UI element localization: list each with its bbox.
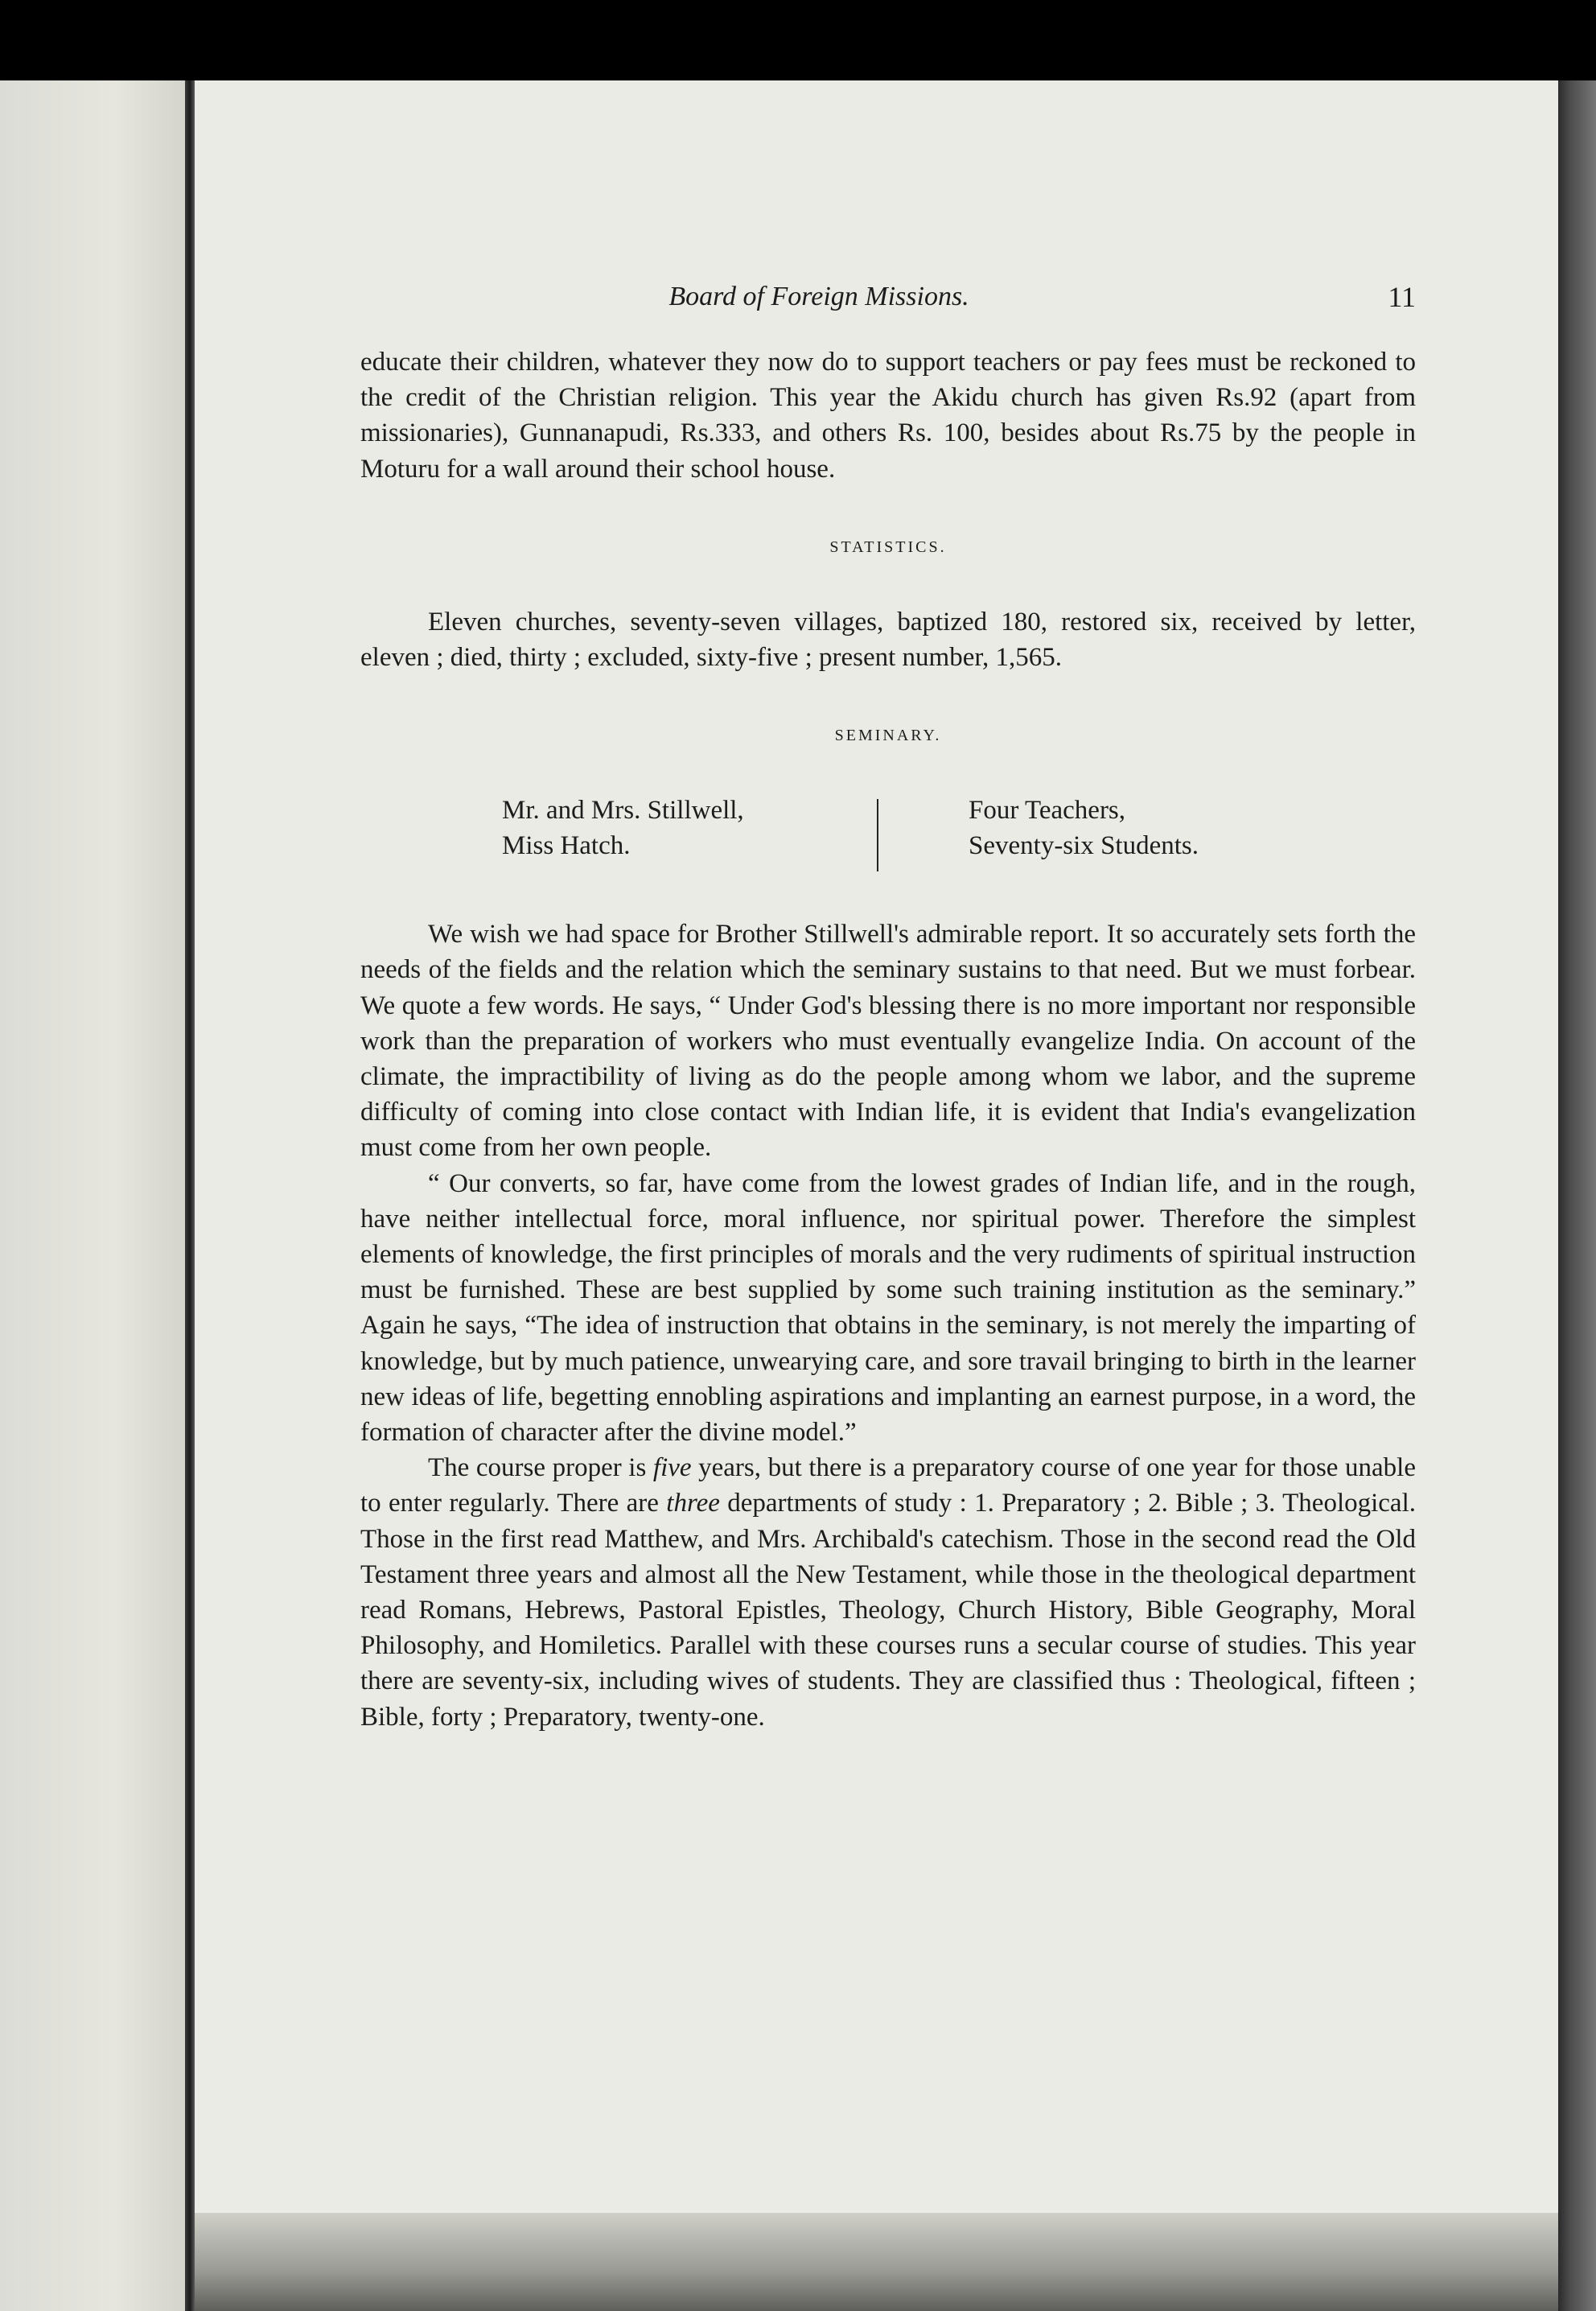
staff-line: Mr. and Mrs. Stillwell, — [502, 796, 744, 826]
vertical-rule — [877, 799, 878, 871]
seminary-paragraph-1: We wish we had space for Brother Stillwell's admirable report. It so accurately sets forth the needs of the fields and the relation which the seminary sustains to that need. But we must forbear. We quote a few words. He says, “ Under God's blessing there is no more important nor responsible work than the preparation of workers who must eventually evangelize India. On account of the climate, the impractibility of living as do the people among whom we labor, and the supreme difficulty of coming into close contact with Indian life, it is evident that India's evangelization must come from her own people. — [360, 920, 1416, 1163]
page-number: 11 — [1388, 281, 1416, 313]
paragraph-continuation: educate their children, whatever they now do to support teachers or pay fees must be reckoned to the credit of the Christian religion. This year the Akidu church has given Rs.92 (apart from missionaries), Gunnanapudi, Rs.333, and others Rs. 100, besides about Rs.75 by the people in Moturu for a wall around their school house. — [360, 348, 1416, 484]
seminary-paragraph-3 — [360, 1450, 1416, 1735]
page-edge-shadow — [1558, 80, 1596, 2311]
italic-word-three: three — [666, 1489, 720, 1518]
statistics-paragraph: Eleven churches, seventy-seven villages, baptized 180, restored six, received by letter, eleven ; died, thirty ; excluded, sixty-five ; present number, 1,565. — [360, 607, 1416, 673]
staff-line: Seventy-six Students. — [969, 831, 1199, 861]
text-run: years, but there is a preparatory course of one year for those unable to enter regularly. There are — [360, 1453, 1416, 1518]
running-title: Board of Foreign Missions. — [668, 282, 969, 311]
staff-line: Four Teachers, — [969, 796, 1126, 826]
staff-line: Miss Hatch. — [502, 831, 631, 861]
staff-counts — [969, 793, 1199, 863]
left-page-edge — [0, 80, 191, 2311]
italic-word-five: five — [652, 1453, 692, 1483]
book-spine — [185, 80, 195, 2311]
seminary-paragraph-2: “ Our converts, so far, have come from the lowest grades of Indian life, and in the rough, have neither intellectual force, moral influence, nor spiritual power. Therefore the simplest elements of knowledge, the first principles of morals and the very rudiments of spiritual instruction must be furnished. These are best supplied by some such training institution as the seminary.” Again he says, “The idea of instruction that obtains in the seminary, is not merely the imparting of knowledge, but by much patience, unwearying care, and sore travail bringing to birth in the learner new ideas of life, begetting ennobling aspirations and implanting an earnest purpose, in a word, the formation of character after the divine model.” — [360, 1168, 1416, 1448]
seminary-staff-block — [360, 793, 1416, 881]
statistics-heading: STATISTICS. — [829, 538, 947, 556]
text-run: The course proper is — [428, 1453, 653, 1483]
seminary-heading: SEMINARY. — [834, 727, 942, 745]
staff-missionaries — [502, 793, 744, 863]
text-run: departments of study : 1. Preparatory ; 2. Bible ; 3. Theological. Those in the first read Matthew, and Mrs. Archibald's catechism. Those in the second read the Old Testament three years and almost all the New Testament, while those in the theological department read Romans, Hebrews, Pastoral Epistles, Theology, Church History, Bible Geography, Moral Philosophy, and Homiletics. Parallel with these courses runs a secular course of studies. This year there are seventy-six, including wives of students. They are classified thus : Theological, fifteen ; Bible, forty ; Preparatory, twenty-one. — [360, 1489, 1416, 1732]
page-body — [360, 344, 1416, 1735]
running-head — [360, 274, 1416, 322]
page-bottom-shadow — [195, 2213, 1558, 2311]
